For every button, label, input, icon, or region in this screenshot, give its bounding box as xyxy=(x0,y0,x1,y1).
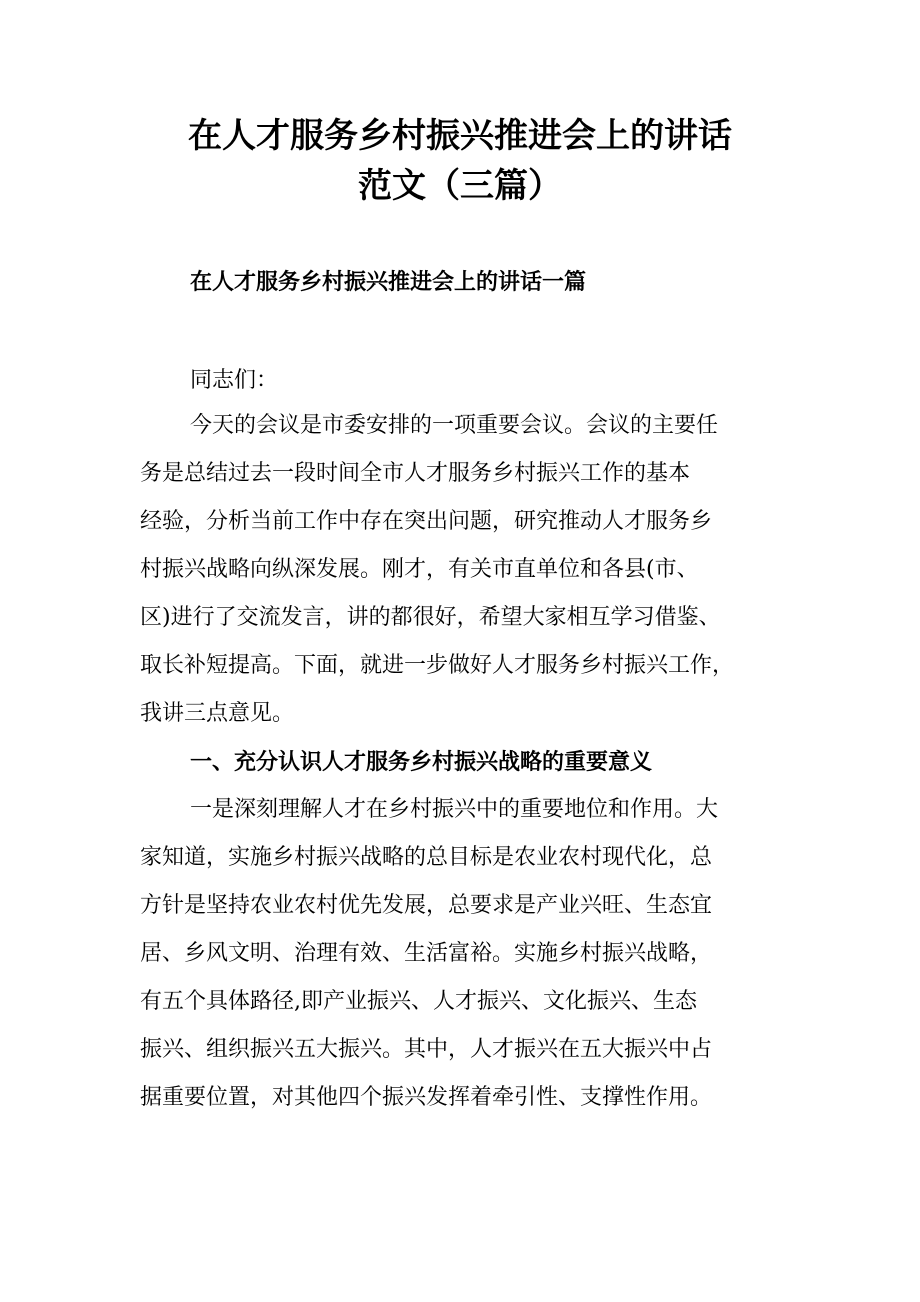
paragraph-line: 方针是坚持农业农村优先发展，总要求是产业兴旺、生态宜 xyxy=(140,893,713,918)
paragraph-line: 居、乡风文明、治理有效、生活富裕。实施乡村振兴战略， xyxy=(140,941,713,966)
paragraph-line: 家知道，实施乡村振兴战略的总目标是农业农村现代化，总 xyxy=(140,845,713,870)
salutation: 同志们： xyxy=(190,368,279,393)
paragraph-line: 振兴、组织振兴五大振兴。其中，人才振兴在五大振兴中占 xyxy=(140,1037,713,1062)
paragraph-line: 一是深刻理解人才在乡村振兴中的重要地位和作用。大 xyxy=(190,797,719,822)
paragraph-line: 我讲三点意见。 xyxy=(140,701,295,726)
paragraph-line: 据重要位置，对其他四个振兴发挥着牵引性、支撑性作用。 xyxy=(140,1085,713,1110)
paragraph-line: 取长补短提高。下面，就进一步做好人才服务乡村振兴工作， xyxy=(140,653,735,678)
paragraph-line: 村振兴战略向纵深发展。刚才，有关市直单位和各县(市、 xyxy=(140,557,699,582)
paragraph-line: 今天的会议是市委安排的一项重要会议。会议的主要任 xyxy=(190,413,719,438)
paragraph-line: 务是总结过去一段时间全市人才服务乡村振兴工作的基本 xyxy=(140,461,691,486)
paragraph-line: 区)进行了交流发言，讲的都很好，希望大家相互学习借鉴、 xyxy=(140,605,721,630)
document-title-line-2: 范文（三篇） xyxy=(358,166,562,206)
document-title-line-1: 在人才服务乡村振兴推进会上的讲话 xyxy=(188,116,732,156)
section-subtitle: 在人才服务乡村振兴推进会上的讲话一篇 xyxy=(190,269,587,295)
section-heading: 一、充分认识人才服务乡村振兴战略的重要意义 xyxy=(190,749,653,775)
paragraph-line: 经验，分析当前工作中存在突出问题，研究推动人才服务乡 xyxy=(140,509,713,534)
paragraph-line: 有五个具体路径,即产业振兴、人才振兴、文化振兴、生态 xyxy=(140,989,697,1014)
